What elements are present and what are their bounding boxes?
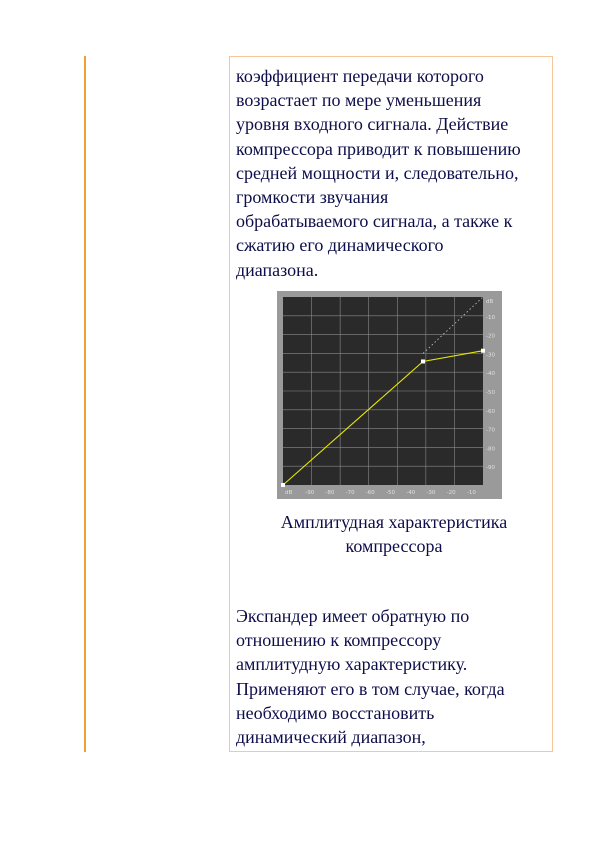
- x-tick-label: -20: [446, 490, 456, 496]
- text-line: коэффициент передачи которого: [236, 66, 484, 86]
- x-tick-label: -90: [305, 490, 315, 496]
- curve-handle-point: [481, 349, 485, 353]
- x-tick-label: -60: [365, 490, 375, 496]
- text-line: Применяют его в том случае, когда: [236, 678, 505, 699]
- x-tick-label: -50: [386, 490, 396, 496]
- x-tick-label: -70: [345, 490, 355, 496]
- caption-line: компрессора: [345, 536, 443, 556]
- text-line: возрастает по мере уменьшения: [236, 90, 482, 111]
- y-tick-label: -60: [486, 408, 495, 415]
- text-line: отношению к компрессору: [236, 630, 442, 651]
- y-tick-label: -50: [486, 390, 495, 396]
- x-tick-label: -30: [426, 490, 436, 496]
- text-line: громкости звучания: [236, 187, 389, 208]
- compressor-amplitude-chart: [277, 291, 502, 499]
- text-line: сжатию его динамического: [236, 235, 444, 256]
- y-tick-label: -30: [486, 352, 495, 359]
- x-tick-label: dB: [285, 490, 293, 496]
- curve-handle-point: [281, 483, 285, 487]
- text-line: уровня входного сигнала. Действие: [236, 114, 509, 135]
- x-tick-label: -10: [466, 490, 476, 496]
- y-tick-label: -70: [486, 427, 495, 434]
- y-tick-label: dB: [486, 299, 494, 305]
- text-line: амплитудную характеристику.: [236, 654, 468, 675]
- paragraph-compressor-definition: [236, 64, 552, 282]
- y-tick-label: -20: [486, 333, 495, 340]
- y-tick-label: -90: [486, 465, 495, 472]
- x-tick-label: -80: [325, 490, 335, 496]
- text-line: средней мощности и, следовательно,: [236, 162, 519, 183]
- x-tick-label: -40: [406, 490, 416, 496]
- y-tick-label: -40: [486, 371, 495, 378]
- y-tick-label: -10: [486, 314, 495, 321]
- figure-caption: [236, 510, 552, 558]
- text-line: обрабатываемого сигнала, а также к: [236, 211, 513, 232]
- text-line: динамический диапазон,: [236, 727, 426, 748]
- caption-line: Амплитудная характеристика: [280, 512, 508, 532]
- left-margin-rule: [84, 56, 86, 752]
- curve-handle-point: [421, 359, 425, 363]
- chart-svg: [277, 291, 502, 499]
- y-tick-label: -80: [486, 446, 495, 453]
- text-line: диапазона.: [236, 259, 319, 280]
- paragraph-expander: [236, 604, 552, 749]
- text-line: Экспандер имеет обратную по: [236, 606, 470, 626]
- text-line: компрессора приводит к повышению: [236, 138, 521, 159]
- text-line: необходимо восстановить: [236, 702, 435, 723]
